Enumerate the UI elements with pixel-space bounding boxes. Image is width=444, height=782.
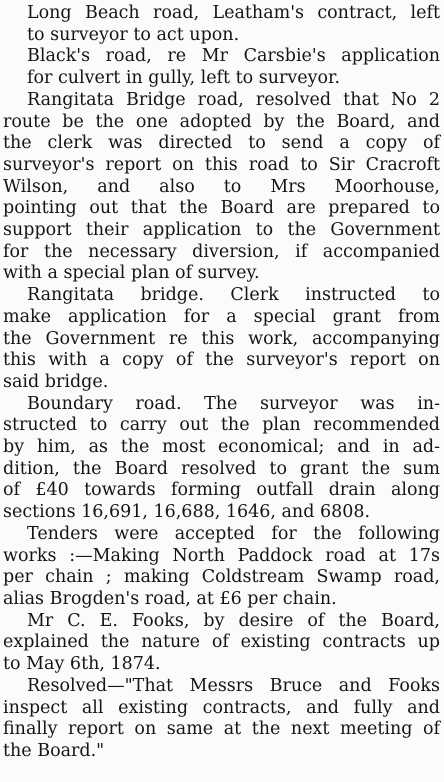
text-line: of £40 towards forming outfall drain along	[3, 480, 440, 501]
paragraph-boundary-road	[3, 394, 440, 524]
text-line: for the necessary diversion, if accompanied	[3, 241, 440, 262]
text-line: finally report on same at the next meeting of	[3, 719, 440, 740]
text-line: Black's road, re Mr Carsbie's application	[27, 46, 440, 67]
text-line: said bridge.	[3, 371, 109, 392]
text-line: support their application to the Government	[3, 220, 440, 241]
text-line: make application for a special grant from	[3, 306, 440, 327]
text-line: Rangitata bridge. Clerk instructed to	[27, 285, 440, 306]
text-line: route be the one adopted by the Board, and	[3, 111, 440, 132]
text-line: surveyor's report on this road to Sir Cracroft	[3, 154, 440, 175]
paragraph-tenders	[3, 524, 440, 611]
text-line: by him, as the most economical; and in ad-	[3, 437, 440, 458]
text-line: dition, the Board resolved to grant the sum	[3, 458, 440, 479]
text-line: structed to carry out the plan recommended	[3, 415, 440, 436]
text-line: Wilson, and also to Mrs Moorhouse,	[3, 176, 440, 197]
text-line: alias Brogden's road, at £6 per chain.	[3, 588, 337, 609]
text-line: the Board."	[3, 740, 105, 761]
text-line: Mr C. E. Fooks, by desire of the Board,	[27, 610, 440, 631]
text-line: the Government re this work, accompanying	[3, 328, 440, 349]
text-line: inspect all existing contracts, and fully and	[3, 697, 440, 718]
text-line: pointing out that the Board are prepared to	[3, 198, 440, 219]
paragraph-fooks-contracts	[3, 611, 440, 676]
text-line: explained the nature of existing contracts up	[3, 632, 440, 653]
text-line: to surveyor to act upon.	[27, 24, 240, 45]
paragraph-blacks-road	[3, 46, 440, 89]
text-line: the clerk was directed to send a copy of	[3, 133, 440, 154]
text-line: Boundary road. The surveyor was in-	[27, 393, 440, 414]
text-line: Resolved—"That Messrs Bruce and Fooks	[27, 675, 440, 696]
text-line: per chain ; making Coldstream Swamp road,	[3, 567, 440, 588]
paragraph-long-beach-road	[3, 3, 440, 46]
text-line: with a special plan of survey.	[3, 263, 260, 284]
text-line: for culvert in gully, left to surveyor.	[27, 68, 341, 89]
paragraph-rangitata-bridge-road	[3, 90, 440, 285]
text-line: this with a copy of the surveyor's report on	[3, 350, 440, 371]
text-line: sections 16,691, 16,688, 1646, and 6808.	[3, 502, 371, 523]
text-line: to May 6th, 1874.	[3, 654, 161, 675]
text-line: works :—Making North Paddock road at 17s	[3, 545, 440, 566]
text-line: Long Beach road, Leatham's contract, left	[27, 3, 440, 23]
text-line: Rangitata Bridge road, resolved that No 2	[27, 89, 440, 110]
paragraph-rangitata-bridge	[3, 285, 440, 394]
paragraph-resolution	[3, 676, 440, 763]
text-line: Tenders were accepted for the following	[27, 523, 440, 544]
